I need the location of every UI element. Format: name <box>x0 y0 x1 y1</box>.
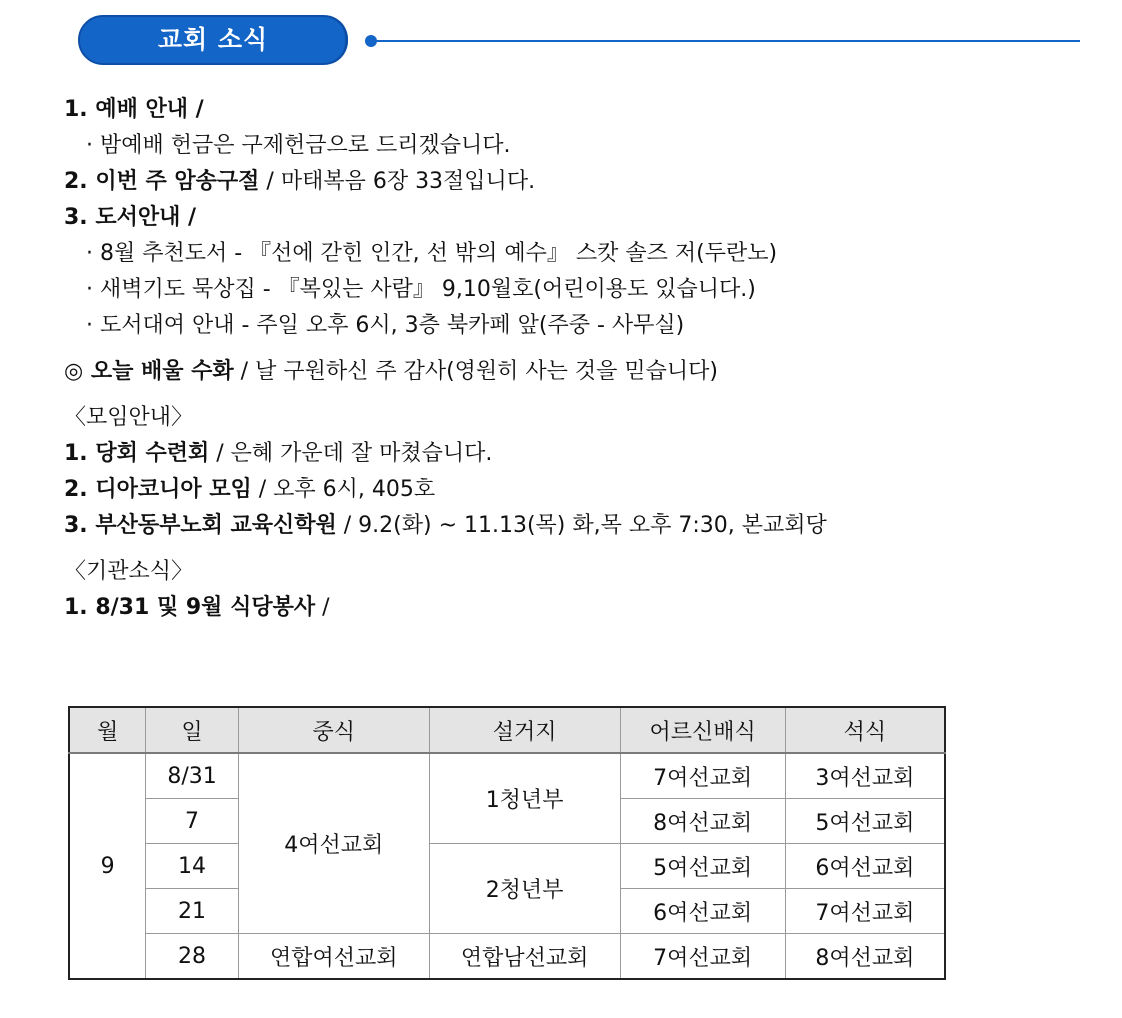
orgs-item <box>64 590 1094 626</box>
month-cell: 9 <box>69 753 146 979</box>
hymn-text: / 날 구원하신 주 감사(영원히 사는 것을 믿습니다) <box>233 359 719 384</box>
hymn-label: ◎ 오늘 배울 수화 <box>64 359 234 384</box>
books-heading: 3. 도서안내 / <box>64 205 197 230</box>
dinner-cell: 6여선교회 <box>785 844 945 889</box>
dinner-cell: 3여선교회 <box>785 753 945 799</box>
meeting-text: / 오후 6시, 405호 <box>251 477 436 502</box>
memory-text: / 마태복음 6장 33절입니다. <box>259 169 536 194</box>
dishes-cell: 1청년부 <box>429 753 620 844</box>
elder-cell: 7여선교회 <box>620 934 785 980</box>
worship-heading: 1. 예배 안내 / <box>64 97 204 122</box>
news-body <box>64 92 1094 626</box>
dishes-cell: 연합남선교회 <box>429 934 620 980</box>
day-cell: 7 <box>146 799 238 844</box>
col-header-day: 일 <box>146 707 238 753</box>
col-header-month: 월 <box>69 707 146 753</box>
worship-item: · 밤예배 헌금은 구제헌금으로 드리겠습니다. <box>86 133 511 158</box>
meeting-label: 2. 디아코니아 모임 <box>64 477 252 502</box>
dishes-cell: 2청년부 <box>429 844 620 934</box>
meeting-text: / 9.2(화) ~ 11.13(목) 화,목 오후 7:30, 본교회당 <box>336 513 827 538</box>
elder-cell: 5여선교회 <box>620 844 785 889</box>
col-header-elder: 어르신배식 <box>620 707 785 753</box>
table-header-row <box>69 707 945 753</box>
meeting-item <box>64 436 1094 472</box>
day-cell: 28 <box>146 934 238 980</box>
hymn-line <box>64 354 1094 390</box>
col-header-lunch: 중식 <box>238 707 429 753</box>
memory-verse <box>64 164 1094 200</box>
dinner-cell: 5여선교회 <box>785 799 945 844</box>
dinner-cell: 7여선교회 <box>785 889 945 934</box>
day-cell: 21 <box>146 889 238 934</box>
section-header <box>78 15 1088 67</box>
day-cell: 14 <box>146 844 238 889</box>
books-item: · 8월 추천도서 - 『선에 갇힌 인간, 선 밖의 예수』 스캇 솔즈 저(두란노) <box>86 241 778 266</box>
col-header-dishes: 설거지 <box>429 707 620 753</box>
meal-service-table <box>68 706 946 980</box>
books-item: · 도서대여 안내 - 주일 오후 6시, 3층 북카페 앞(주중 - 사무실) <box>86 313 685 338</box>
elder-cell: 8여선교회 <box>620 799 785 844</box>
orgs-label: 1. 8/31 및 9월 식당봉사 <box>64 595 316 620</box>
table-row <box>69 753 945 799</box>
table-row <box>69 934 945 980</box>
dinner-cell: 8여선교회 <box>785 934 945 980</box>
elder-cell: 6여선교회 <box>620 889 785 934</box>
meeting-label: 1. 당회 수련회 <box>64 441 210 466</box>
lunch-cell: 연합여선교회 <box>238 934 429 980</box>
section-title: 교회 소식 <box>157 25 269 54</box>
table-row <box>69 844 945 889</box>
header-rule <box>376 40 1080 42</box>
books-item: · 새벽기도 묵상집 - 『복있는 사람』 9,10월호(어린이용도 있습니다.) <box>86 277 756 302</box>
orgs-text: / <box>315 595 330 620</box>
lunch-cell: 4여선교회 <box>238 753 429 934</box>
elder-cell: 7여선교회 <box>620 753 785 799</box>
meetings-heading: 〈모임안내〉 <box>64 405 194 430</box>
meeting-label: 3. 부산동부노회 교육신학원 <box>64 513 337 538</box>
col-header-dinner: 석식 <box>785 707 945 753</box>
meeting-item <box>64 472 1094 508</box>
orgs-heading: 〈기관소식〉 <box>64 559 194 584</box>
meeting-item <box>64 508 1094 544</box>
meeting-text: / 은혜 가운데 잘 마쳤습니다. <box>209 441 493 466</box>
day-cell: 8/31 <box>146 753 238 799</box>
memory-label: 2. 이번 주 암송구절 <box>64 169 260 194</box>
